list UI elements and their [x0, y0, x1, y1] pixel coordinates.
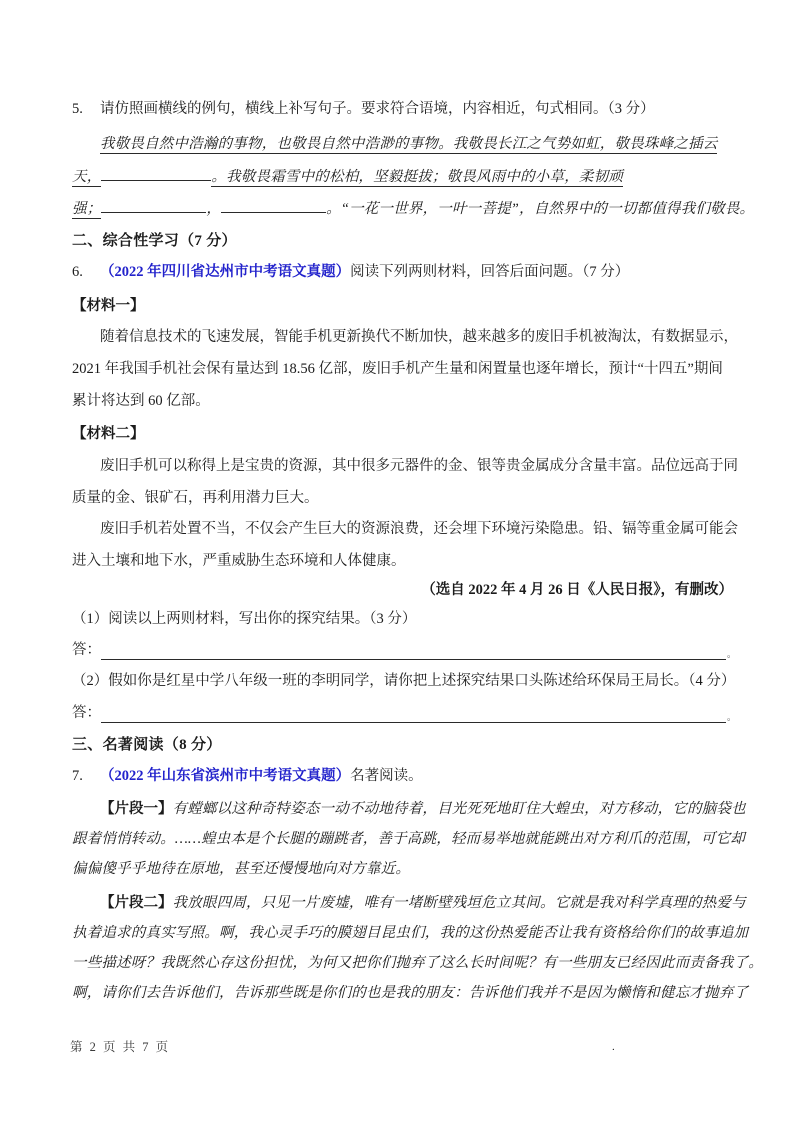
answer-blank-line [101, 642, 726, 660]
answer-line-1 [72, 640, 736, 660]
punctuation: 。 [726, 649, 736, 659]
fragment-2-label: 【片段二】 [100, 895, 173, 911]
question-6-source-tag: （2022 年四川省达州市中考语文真题） [100, 264, 351, 280]
page-footer: 第 2 页 共 7 页 [70, 1040, 171, 1054]
text-line: 偏偏傻乎乎地待在原地，甚至还慢慢地向对方靠近。 [72, 861, 411, 877]
q5-example-line-1 [100, 134, 717, 154]
underlined-example-text: 。我敬畏霜雪中的松柏，坚毅挺拔；敬畏风雨中的小草，柔韧顽 [211, 169, 624, 185]
answer-blank-line [101, 705, 726, 723]
material-2-paragraph-2 [72, 513, 738, 577]
material-2-label: 【材料二】 [72, 426, 145, 442]
question-7-number: 7. [72, 768, 83, 784]
punctuation: ， [206, 201, 222, 217]
stray-scan-mark: . [612, 1041, 615, 1053]
section-3-heading: 三、名著阅读（8 分） [72, 737, 222, 753]
q5-example-line-2 [72, 167, 623, 187]
fragment-2-text: 我放眼四周，只见一片废墟，唯有一堵断壁残垣危立其间。它就是我对科学真理的热爱与 [172, 895, 746, 911]
text-line: 跟着悄悄转动。……蝗虫本是个长腿的蹦跳者，善于高跳，轻而易举地就能跳出对方利爪的范围，可它却 [72, 831, 745, 847]
material-source-note: （选自 2022 年 4 月 26 日《人民日报》，有删改） [421, 582, 733, 598]
question-5-prompt: 请仿照画横线的例句，横线上补写句子。要求符合语境，内容相近，句式相同。（3 分） [100, 101, 655, 117]
section-2-heading: 二、综合性学习（7 分） [72, 233, 237, 249]
text-line: 废旧手机若处置不当，不仅会产生巨大的资源浪费，还会埋下环境污染隐患。铅、镉等重金属可能会 [100, 521, 738, 537]
fill-in-blank [101, 199, 206, 213]
text-line: 废旧手机可以称得上是宝贵的资源，其中很多元器件的金、银等贵金属成分含量丰富。品位远高于同 [100, 458, 738, 474]
fill-in-blank [101, 167, 211, 181]
fragment-1-label: 【片段一】 [100, 801, 173, 817]
underlined-example-text: 强； [72, 201, 102, 217]
punctuation: 。 [726, 712, 736, 722]
underlined-example-text: 我敬畏自然中浩瀚的事物，也敬畏自然中浩渺的事物。我敬畏长江之气势如虹，敬畏珠峰之插云 [100, 136, 718, 152]
q5-example-line-3 [72, 199, 754, 219]
question-7-prompt-line [72, 766, 423, 786]
question-6-number: 6. [72, 264, 83, 280]
fill-in-blank [221, 199, 326, 213]
answer-line-2 [72, 703, 736, 723]
fragment-1-paragraph [72, 794, 746, 884]
question-6-sub-2: （2）假如你是红星中学八年级一班的李明同学，请你把上述探究结果口头陈述给环保局王局长。（4 分） [72, 673, 736, 689]
question-5-prompt-line [72, 99, 655, 119]
text-line: 一些描述呀？我既然心存这份担忧，为何又把你们抛弃了这么长时间呢？有一些朋友已经因此而责备我了。 [72, 955, 763, 971]
text-line: 啊，请你们去告诉他们，告诉那些既是你们的也是我的朋友：告诉他们我并不是因为懒惰和健忘才抛弃了 [72, 985, 749, 1001]
answer-label: 答： [72, 642, 101, 658]
text-line: 2021 年我国手机社会保有量达到 18.56 亿部，废旧手机产生量和闲置量也逐年增长，预计“十四五”期间 [72, 361, 723, 377]
text-line [72, 794, 746, 824]
text-line: 执着追求的真实写照。啊，我心灵手巧的膜翅目昆虫们，我的这份热爱能否让我有资格给你们的故事追加 [72, 925, 749, 941]
material-2-paragraph-1 [72, 450, 738, 514]
text-line: 质量的金、银矿石，再利用潜力巨大。 [72, 490, 319, 506]
punctuation: 。 [326, 201, 341, 217]
text-line: 累计将达到 60 亿部。 [72, 393, 210, 409]
underlined-example-text: 天， [72, 169, 102, 185]
question-6-prompt-line [72, 262, 629, 282]
question-6-sub-1: （1）阅读以上两则材料，写出你的探究结果。（3 分） [72, 611, 417, 627]
text-line: 进入土壤和地下水，严重威胁生态环境和人体健康。 [72, 553, 406, 569]
answer-label: 答： [72, 705, 101, 721]
material-1-paragraph [72, 321, 738, 417]
question-7-source-tag: （2022 年山东省滨州市中考语文真题） [100, 768, 351, 784]
closing-sentence: “一花一世界，一叶一菩提”，自然界中的一切都值得我们敬畏。 [340, 201, 755, 217]
text-line: 随着信息技术的飞速发展，智能手机更新换代不断加快，越来越多的废旧手机被淘汰，有数据显示， [100, 329, 738, 345]
fragment-1-text: 有螳螂以这种奇特姿态一动不动地待着，目光死死地盯住大蝗虫，对方移动，它的脑袋也 [172, 801, 746, 817]
question-6-prompt: 阅读下列两则材料，回答后面问题。（7 分） [350, 264, 630, 280]
text-line [72, 888, 763, 918]
material-1-label: 【材料一】 [72, 298, 145, 314]
fragment-2-paragraph [72, 888, 763, 1008]
question-7-prompt: 名著阅读。 [350, 768, 423, 784]
question-5-number: 5. [72, 101, 83, 117]
